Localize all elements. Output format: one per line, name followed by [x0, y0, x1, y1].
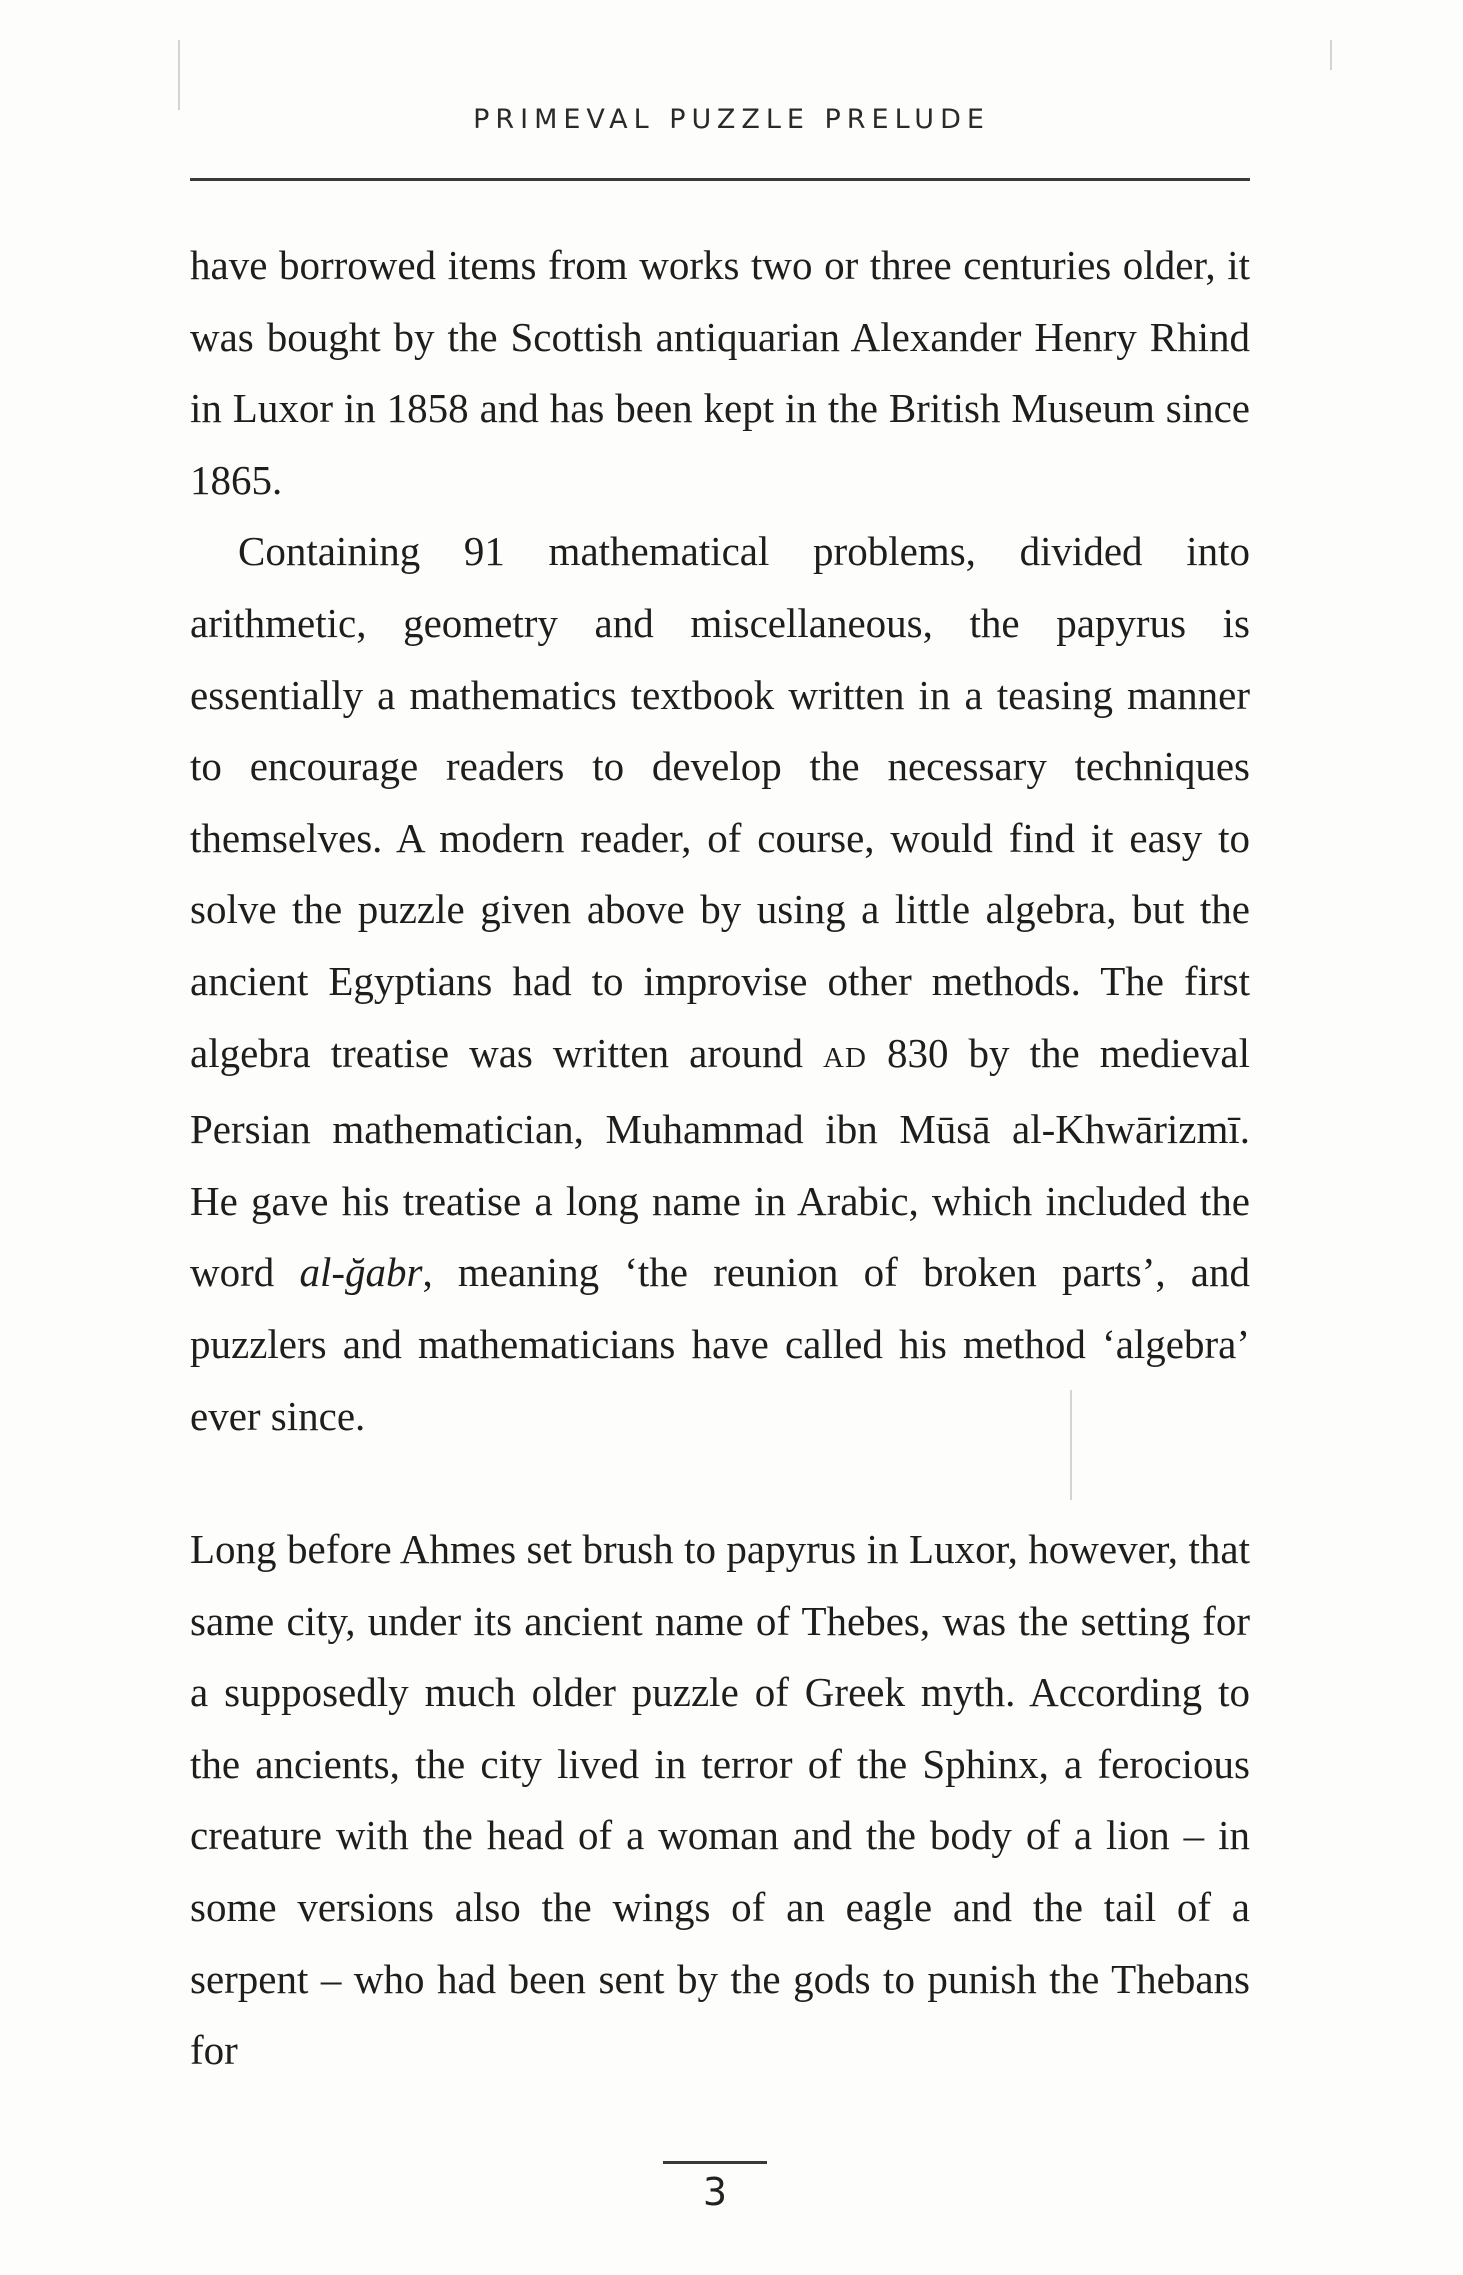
page-number: 3	[702, 2170, 728, 2214]
footer-rule	[663, 2161, 767, 2164]
arabic-term: al-ğabr	[299, 1249, 423, 1296]
header-rule	[190, 178, 1250, 181]
running-header: PRIMEVAL PUZZLE PRELUDE	[473, 104, 990, 135]
paragraph-1: have borrowed items from works two or three centuries older, it was bought by the Scottish antiquarian Alexander Henry Rhind in Luxor in 1858 and has been kept in the British Museum since 1865.	[190, 242, 1250, 503]
paragraph-2	[190, 516, 1250, 1452]
scan-artifact	[1330, 40, 1332, 70]
era-abbreviation: AD	[823, 1041, 867, 1074]
scan-artifact	[178, 40, 180, 110]
paragraph-3: Long before Ahmes set brush to papyrus in Luxor, however, that same city, under its ancient name of Thebes, was the setting for a supposedly much older puzzle of Greek myth. According to the ancients, the city lived in terror of the Sphinx, a ferocious creature with the head of a woman and the body of a lion – in some versions also the wings of an eagle and the tail of a serpent – who had been sent by the gods to punish the Thebans for	[190, 1526, 1250, 2074]
paragraph-2-middle: 830 by the medieval Persian mathematician, Muhammad ibn Mūsā al-Khwārizmī. He gave his treatise a long name in Arabic, which included the word	[190, 1029, 1250, 1296]
paragraph-2-end: , meaning ‘the reunion of broken parts’, and puzzlers and mathematicians have called his method ‘algebra’ ever since.	[190, 1249, 1250, 1439]
paragraph-2-start: Containing 91 mathematical problems, divided into arithmetic, geometry and miscellaneous, the papyrus is essentially a mathematics textbook written in a teasing manner to encourage readers to develop the necessary techniques themselves. A modern reader, of course, would find it easy to solve the puzzle given above by using a little algebra, but the ancient Egyptians had to improvise other methods. The first algebra treatise was written around	[190, 528, 1250, 1076]
body-section-1	[190, 230, 1250, 1452]
body-section-2	[190, 1514, 1250, 2087]
